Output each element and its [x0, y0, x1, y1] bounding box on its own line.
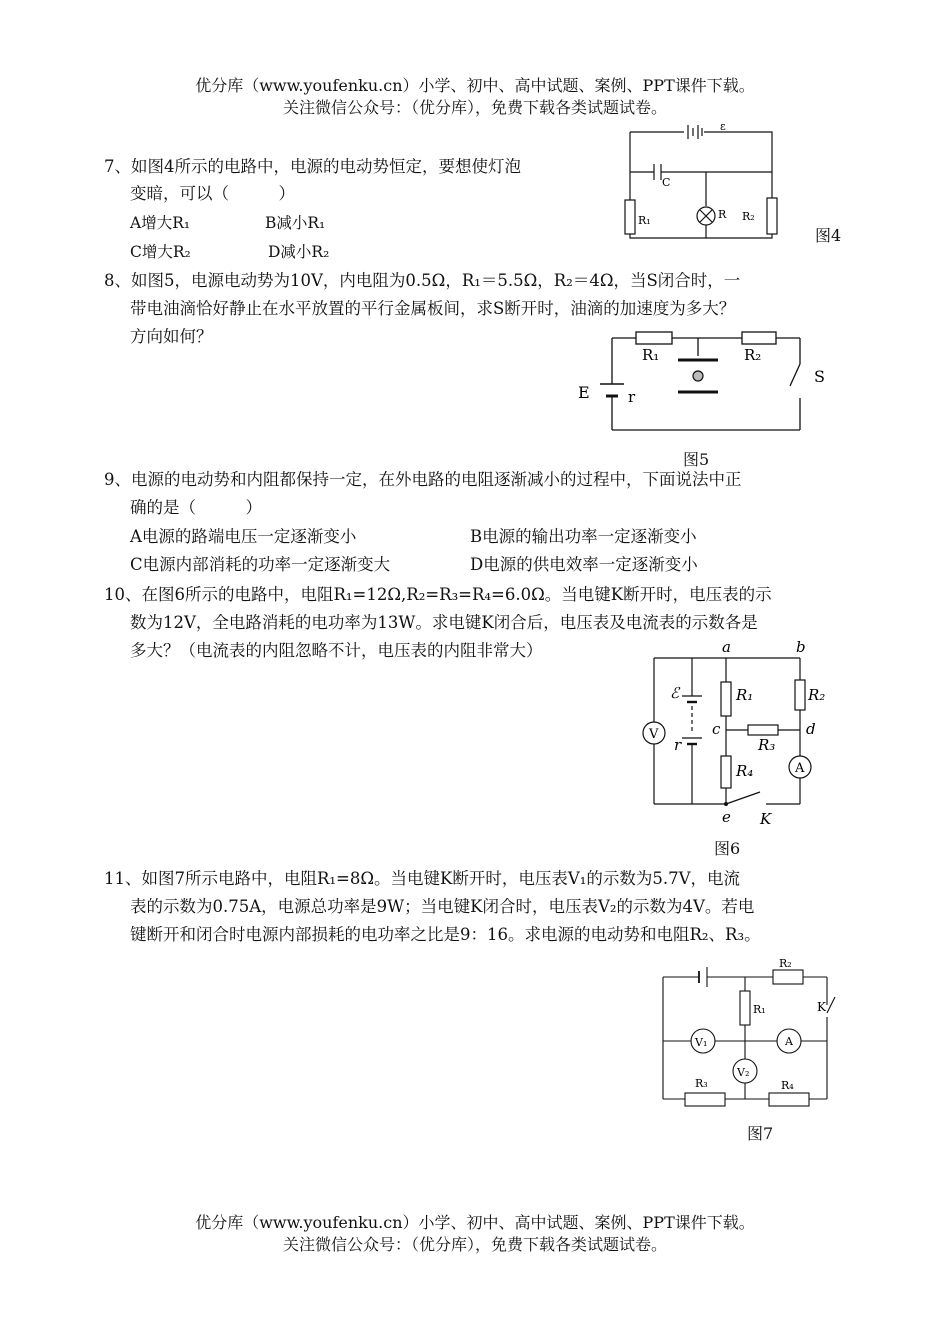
figure-5-caption: 图5	[683, 450, 710, 469]
fig5-r2-resistor	[742, 332, 776, 344]
figure-4-caption: 图4	[815, 226, 842, 245]
q8-stem-line-1: 8、如图5，电源电动势为10V，内电阻为0.5Ω，R₁＝5.5Ω，R₂＝4Ω，当S闭合时，一	[104, 271, 741, 290]
fig7-r3-label: R₃	[695, 1077, 708, 1090]
fig6-switch-k-label: K	[760, 810, 772, 828]
fig6-r1-label: R₁	[736, 686, 754, 704]
fig5-oil-droplet	[693, 371, 703, 381]
fig7-r1-resistor	[740, 991, 750, 1025]
fig5-e-label: E	[578, 383, 590, 402]
fig6-voltmeter-label: V	[649, 727, 659, 742]
fig6-r3-resistor	[748, 725, 778, 735]
q9-stem-line-2: 确的是（ ）	[130, 498, 262, 517]
fig6-emf-label: ℰ	[670, 684, 680, 702]
footer-line-2: 关注微信公众号：（优分库），免费下载各类试题试卷。	[282, 1235, 667, 1254]
q7-option-c: C增大R₂	[130, 243, 191, 261]
fig5-r1-label: R₁	[642, 346, 660, 364]
q7-option-a: A增大R₁	[130, 214, 191, 232]
fig7-v1-label: V₁	[695, 1036, 708, 1049]
q7-option-b: B减小R₁	[265, 214, 326, 232]
fig6-node-b-label: b	[796, 638, 806, 656]
fig7-v2-label: V₂	[737, 1066, 750, 1079]
figure-6-circuit	[636, 638, 846, 828]
fig6-r4-resistor	[721, 756, 731, 788]
fig7-r2-label: R₂	[779, 957, 792, 970]
q10-stem-line-2: 数为12V，全电路消耗的电功率为13W。求电键K闭合后，电压表及电流表的示数各是	[130, 613, 758, 632]
q11-stem-line-3: 键断开和闭合时电源内部损耗的电功率之比是9：16。求电源的电动势和电阻R₂、R₃。	[130, 925, 761, 944]
q9-option-d: D电源的供电效率一定逐渐变小	[470, 555, 698, 574]
fig4-r2-label: R₂	[742, 210, 755, 223]
fig7-r4-label: R₄	[781, 1079, 794, 1092]
q8-stem-line-2: 带电油滴恰好静止在水平放置的平行金属板间，求S断开时，油滴的加速度为多大？	[130, 299, 736, 318]
fig5-r2-label: R₂	[744, 346, 762, 364]
q10-stem-line-1: 10、在图6所示的电路中，电阻R₁=12Ω,R₂=R₃=R₄=6.0Ω。当电键K断开时，电压表的示	[104, 585, 772, 604]
fig5-r-label: r	[628, 388, 636, 406]
fig6-r3-label: R₃	[758, 736, 776, 754]
fig6-internal-r-label: r	[674, 736, 682, 754]
fig4-r2-resistor	[767, 198, 777, 234]
fig7-r4-resistor	[769, 1093, 809, 1106]
q7-option-d: D减小R₂	[268, 243, 330, 261]
q9-option-a: A电源的路端电压一定逐渐变小	[130, 527, 357, 546]
header-line-1: 优分库（www.youfenku.cn）小学、初中、高中试题、案例、PPT课件下载。	[195, 76, 755, 95]
fig6-node-a-label: a	[722, 638, 731, 656]
fig7-switch-k-label: K	[817, 1000, 826, 1014]
q10-stem-line-3: 多大？（电流表的内阻忽略不计，电压表的内阻非常大）	[130, 641, 543, 660]
q7-stem-line-2: 变暗，可以（ ）	[130, 184, 295, 203]
figure-7-caption: 图7	[747, 1124, 774, 1143]
q7-stem-line-1: 7、如图4所示的电路中，电源的电动势恒定，要想使灯泡	[104, 157, 521, 176]
fig5-s-label: S	[814, 367, 825, 386]
fig7-ammeter-label: A	[785, 1035, 793, 1048]
fig5-r1-resistor	[636, 332, 672, 344]
fig6-ammeter-label: A	[795, 761, 805, 776]
q8-stem-line-3: 方向如何？	[130, 327, 213, 346]
q9-option-b: B电源的输出功率一定逐渐变小	[470, 527, 697, 546]
q11-stem-line-1: 11、如图7所示电路中，电阻R₁=8Ω。当电键K断开时，电压表V₁的示数为5.7V，电流	[104, 869, 741, 888]
fig4-emf-label: ε	[720, 120, 726, 133]
fig6-node-e	[724, 802, 728, 806]
figure-6-caption: 图6	[714, 839, 741, 858]
header-line-2: 关注微信公众号：（优分库），免费下载各类试题试卷。	[282, 98, 667, 117]
fig6-r4-label: R₄	[736, 762, 754, 780]
fig4-r1-resistor	[625, 200, 635, 234]
figure-7-circuit	[655, 955, 845, 1110]
fig7-r1-label: R₁	[753, 1003, 766, 1016]
fig6-r2-label: R₂	[808, 686, 826, 704]
fig7-r2-resistor	[773, 970, 803, 984]
figure-5-circuit	[570, 328, 840, 438]
figure-4-circuit	[622, 120, 782, 250]
fig4-r1-label: R₁	[638, 214, 651, 227]
fig7-r3-resistor	[685, 1093, 725, 1106]
fig4-lamp-label: R	[718, 208, 727, 221]
fig4-cap-label: C	[662, 176, 671, 189]
fig6-node-e-label: e	[722, 808, 731, 826]
q11-stem-line-2: 表的示数为0.75A，电源总功率是9W；当电键K闭合时，电压表V₂的示数为4V。若电	[130, 897, 755, 916]
fig6-node-d-label: d	[806, 720, 816, 738]
q9-option-c: C电源内部消耗的功率一定逐渐变大	[130, 555, 391, 574]
fig6-node-c-label: c	[712, 720, 721, 738]
q9-stem-line-1: 9、电源的电动势和内阻都保持一定，在外电路的电阻逐渐减小的过程中，下面说法中正	[104, 470, 742, 489]
fig6-r1-resistor	[721, 682, 731, 716]
footer-line-1: 优分库（www.youfenku.cn）小学、初中、高中试题、案例、PPT课件下载。	[195, 1213, 755, 1232]
fig6-r2-resistor	[795, 680, 805, 710]
